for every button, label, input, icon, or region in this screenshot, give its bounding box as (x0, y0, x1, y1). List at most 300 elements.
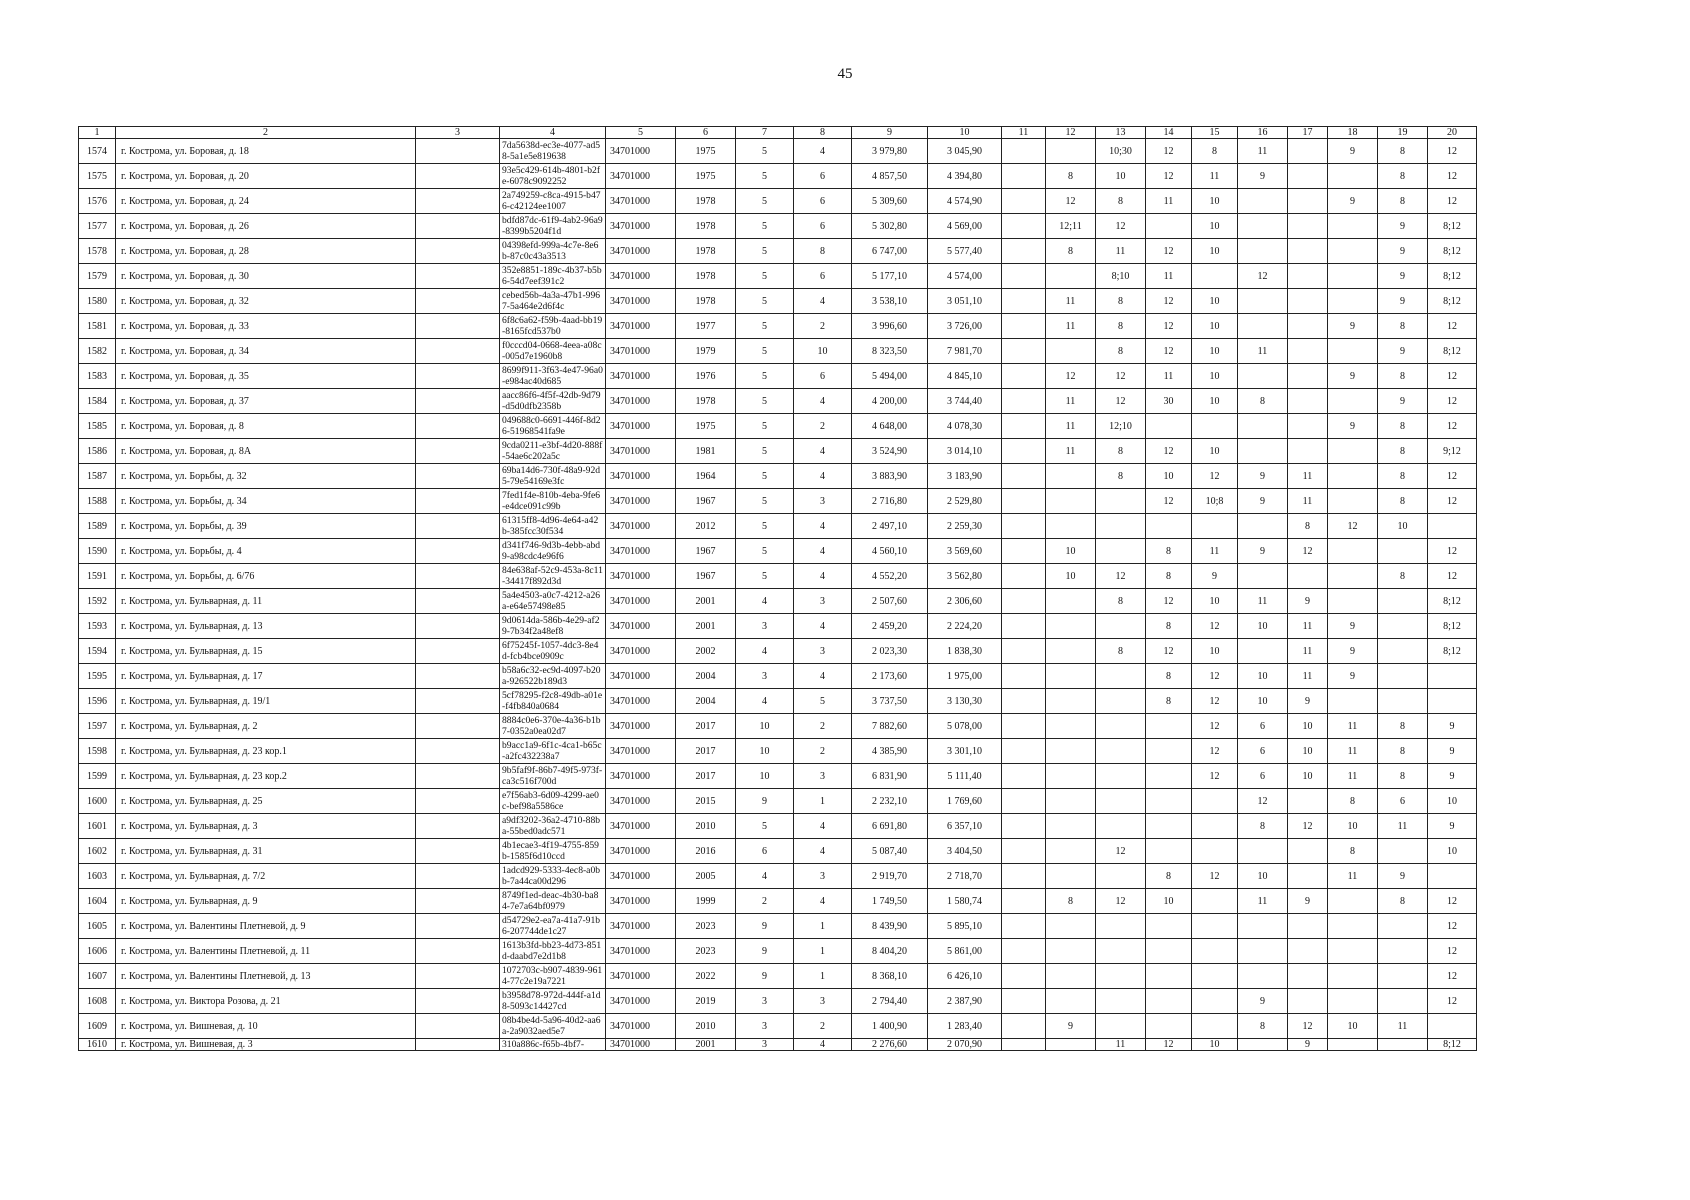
table-cell: 8 (1378, 889, 1428, 914)
table-cell: г. Кострома, ул. Боровая, д. 20 (116, 164, 416, 189)
table-cell: г. Кострома, ул. Бульварная, д. 13 (116, 614, 416, 639)
table-cell: 5 (736, 264, 794, 289)
table-cell (1046, 764, 1096, 789)
table-cell: 1967 (676, 564, 736, 589)
table-cell: 6f8c6a62-f59b-4aad-bb19-8165fcd537b0 (500, 314, 606, 339)
table-cell (1328, 889, 1378, 914)
table-cell: 10;30 (1096, 139, 1146, 164)
table-cell: 1588 (79, 489, 116, 514)
table-cell: 34701000 (606, 289, 676, 314)
table-cell (416, 889, 500, 914)
table-cell (1192, 964, 1238, 989)
table-cell: г. Кострома, ул. Боровая, д. 33 (116, 314, 416, 339)
table-cell: 1 749,50 (852, 889, 928, 914)
table-cell: 5 (794, 689, 852, 714)
table-cell (1002, 489, 1046, 514)
table-cell (1046, 839, 1096, 864)
table-cell (1002, 189, 1046, 214)
table-cell: 11 (1146, 364, 1192, 389)
table-cell: 352e8851-189c-4b37-b5b6-54d7eef391c2 (500, 264, 606, 289)
table-cell: 3 726,00 (928, 314, 1002, 339)
table-cell: 12 (1146, 489, 1192, 514)
table-cell: 10 (1192, 1039, 1238, 1051)
table-cell: 10 (1192, 289, 1238, 314)
table-cell (1146, 789, 1192, 814)
table-cell (416, 164, 500, 189)
table-cell: 2004 (676, 689, 736, 714)
table-cell: 9cda0211-e3bf-4d20-888f-54ae6c202a5c (500, 439, 606, 464)
table-cell: 11 (1046, 414, 1096, 439)
table-cell (1328, 1039, 1378, 1051)
table-cell: 10 (1096, 164, 1146, 189)
table-cell: 1603 (79, 864, 116, 889)
table-cell (1288, 164, 1328, 189)
table-cell: 4 (794, 289, 852, 314)
table-cell: 10 (794, 339, 852, 364)
table-cell (416, 189, 500, 214)
table-cell (1002, 939, 1046, 964)
table-cell: 1 769,60 (928, 789, 1002, 814)
table-cell: 10 (1146, 889, 1192, 914)
table-cell: aacc86f6-4f5f-42db-9d79-d5d0dfb2358b (500, 389, 606, 414)
table-cell (1378, 964, 1428, 989)
table-cell: 8 (1378, 564, 1428, 589)
table-cell: 9 (1378, 214, 1428, 239)
table-cell: 8;12 (1428, 614, 1477, 639)
table-cell: 1978 (676, 264, 736, 289)
table-cell: 5cf78295-f2c8-49db-a01e-f4fb840a0684 (500, 689, 606, 714)
table-cell: 1 400,90 (852, 1014, 928, 1039)
table-cell: 3 (736, 664, 794, 689)
table-cell: г. Кострома, ул. Бульварная, д. 17 (116, 664, 416, 689)
table-cell (1046, 464, 1096, 489)
table-cell: 3 051,10 (928, 289, 1002, 314)
column-header: 16 (1238, 127, 1288, 139)
table-row (79, 764, 1477, 789)
table-cell: г. Кострома, ул. Валентины Плетневой, д. 11 (116, 939, 416, 964)
table-cell: 11 (1288, 614, 1328, 639)
table-cell: 1978 (676, 214, 736, 239)
table-row (79, 989, 1477, 1014)
table-cell: 12 (1428, 964, 1477, 989)
table-cell: 1601 (79, 814, 116, 839)
table-cell: 2 497,10 (852, 514, 928, 539)
table-cell: 5 087,40 (852, 839, 928, 864)
table-cell: 34701000 (606, 789, 676, 814)
table-cell: 12 (1192, 714, 1238, 739)
table-cell: 1576 (79, 189, 116, 214)
table-cell: г. Кострома, ул. Боровая, д. 34 (116, 339, 416, 364)
table-row (79, 414, 1477, 439)
column-header: 17 (1288, 127, 1328, 139)
column-header: 1 (79, 127, 116, 139)
table-cell (1288, 864, 1328, 889)
table-cell: 34701000 (606, 439, 676, 464)
table-cell: 12 (1428, 564, 1477, 589)
table-row (79, 814, 1477, 839)
table-cell (1096, 539, 1146, 564)
table-header-row (79, 127, 1477, 139)
table-cell: 9 (1238, 539, 1288, 564)
table-cell: 2 070,90 (928, 1039, 1002, 1051)
table-cell: 12 (1192, 764, 1238, 789)
table-cell: 2015 (676, 789, 736, 814)
table-cell: 8 (794, 239, 852, 264)
table-cell (1096, 489, 1146, 514)
table-cell: 1976 (676, 364, 736, 389)
table-cell (1428, 1014, 1477, 1039)
table-cell: 1606 (79, 939, 116, 964)
table-cell: 2 306,60 (928, 589, 1002, 614)
table-cell: 1 (794, 789, 852, 814)
table-cell: 12 (1096, 214, 1146, 239)
table-cell (1096, 714, 1146, 739)
table-cell: 34701000 (606, 464, 676, 489)
table-cell: 9 (1288, 589, 1328, 614)
table-cell (1046, 339, 1096, 364)
table-cell: 7 981,70 (928, 339, 1002, 364)
table-cell: 3 014,10 (928, 439, 1002, 464)
table-cell: г. Кострома, ул. Бульварная, д. 15 (116, 639, 416, 664)
table-cell: 4 (794, 514, 852, 539)
table-cell: 6 (736, 839, 794, 864)
table-cell: b9acc1a9-6f1c-4ca1-b65c-a2fc432238a7 (500, 739, 606, 764)
table-cell: г. Кострома, ул. Вишневая, д. 10 (116, 1014, 416, 1039)
table-cell: 2 276,60 (852, 1039, 928, 1051)
table-cell: 10 (1192, 189, 1238, 214)
table-cell (1096, 514, 1146, 539)
table-cell: 1978 (676, 389, 736, 414)
table-cell: 9 (1378, 239, 1428, 264)
table-cell: 12 (1046, 364, 1096, 389)
table-cell: 34701000 (606, 814, 676, 839)
table-cell (1146, 1014, 1192, 1039)
table-cell: 3 (736, 614, 794, 639)
table-cell: 34701000 (606, 139, 676, 164)
table-cell (1002, 739, 1046, 764)
table-cell: 4 (794, 1039, 852, 1051)
table-cell: 4 (794, 564, 852, 589)
table-cell: 4 (794, 614, 852, 639)
table-cell: 9 (1046, 1014, 1096, 1039)
table-cell: 6 (794, 189, 852, 214)
table-cell (1192, 889, 1238, 914)
table-cell: 4 648,00 (852, 414, 928, 439)
table-cell: 1978 (676, 189, 736, 214)
table-cell: 2017 (676, 714, 736, 739)
table-cell: 6 (794, 214, 852, 239)
table-cell: 34701000 (606, 489, 676, 514)
table-cell (1288, 239, 1328, 264)
table-cell (1428, 664, 1477, 689)
table-cell: 5 577,40 (928, 239, 1002, 264)
table-cell: 12 (1146, 139, 1192, 164)
table-cell (1288, 964, 1328, 989)
table-cell: г. Кострома, ул. Вишневая, д. 3 (116, 1039, 416, 1051)
table-cell (1146, 514, 1192, 539)
table-cell: 34701000 (606, 414, 676, 439)
table-cell (416, 414, 500, 439)
table-cell: 4 560,10 (852, 539, 928, 564)
column-header: 8 (794, 127, 852, 139)
table-cell (1002, 614, 1046, 639)
table-cell (1046, 614, 1096, 639)
table-cell: 34701000 (606, 614, 676, 639)
table-cell: 8 (1238, 1014, 1288, 1039)
table-cell: г. Кострома, ул. Боровая, д. 32 (116, 289, 416, 314)
table-cell: 5 (736, 314, 794, 339)
table-cell (1002, 564, 1046, 589)
table-cell (1046, 1039, 1096, 1051)
table-cell: 8 (1096, 464, 1146, 489)
table-cell (1328, 564, 1378, 589)
table-cell (1328, 164, 1378, 189)
column-header: 18 (1328, 127, 1378, 139)
table-cell: 2001 (676, 614, 736, 639)
table-cell: 34701000 (606, 214, 676, 239)
table-cell: 4 (794, 139, 852, 164)
table-cell: 1605 (79, 914, 116, 939)
table-cell: 3 183,90 (928, 464, 1002, 489)
table-row (79, 164, 1477, 189)
table-cell: 12 (1146, 639, 1192, 664)
table-cell: 8;12 (1428, 639, 1477, 664)
table-cell: 8;12 (1428, 239, 1477, 264)
table-cell: 8 (1096, 589, 1146, 614)
table-cell: 12 (1192, 464, 1238, 489)
table-cell: 9 (1328, 189, 1378, 214)
table-cell (1192, 839, 1238, 864)
table-cell (1238, 914, 1288, 939)
table-cell: 8 (1378, 489, 1428, 514)
table-cell: 10 (1378, 514, 1428, 539)
table-cell: 12 (1096, 389, 1146, 414)
table-cell: 10 (1192, 314, 1238, 339)
table-cell: 8 (1378, 414, 1428, 439)
table-cell: 11 (1378, 1014, 1428, 1039)
table-cell (1002, 314, 1046, 339)
table-cell (1002, 764, 1046, 789)
table-cell: 6 691,80 (852, 814, 928, 839)
table-cell: 4 (736, 639, 794, 664)
table-cell (1288, 264, 1328, 289)
table-cell: 12 (1428, 489, 1477, 514)
table-cell: 8 439,90 (852, 914, 928, 939)
table-cell: 9d0614da-586b-4e29-af29-7b34f2a48ef8 (500, 614, 606, 639)
table-cell (416, 214, 500, 239)
table-cell: 12 (1428, 164, 1477, 189)
table-cell: 12 (1192, 739, 1238, 764)
table-cell (1046, 939, 1096, 964)
table-cell (1328, 439, 1378, 464)
table-cell (1238, 964, 1288, 989)
table-cell: 9 (1328, 664, 1378, 689)
table-cell: cebed56b-4a3a-47b1-9967-5a464e2d6f4c (500, 289, 606, 314)
table-cell: 5 (736, 364, 794, 389)
table-cell: 34701000 (606, 339, 676, 364)
table-cell (1046, 739, 1096, 764)
table-cell: 9 (1428, 764, 1477, 789)
table-cell: г. Кострома, ул. Борьбы, д. 6/76 (116, 564, 416, 589)
table-cell (1428, 864, 1477, 889)
table-cell: 4 (794, 439, 852, 464)
table-cell: 34701000 (606, 189, 676, 214)
table-cell: 12 (1428, 989, 1477, 1014)
table-cell: г. Кострома, ул. Бульварная, д. 19/1 (116, 689, 416, 714)
table-cell: 3 (736, 989, 794, 1014)
table-cell: 1583 (79, 364, 116, 389)
table-cell: г. Кострома, ул. Боровая, д. 24 (116, 189, 416, 214)
table-cell (1096, 739, 1146, 764)
table-cell (1146, 939, 1192, 964)
table-cell (1002, 464, 1046, 489)
table-cell: 1592 (79, 589, 116, 614)
table-cell: г. Кострома, ул. Боровая, д. 37 (116, 389, 416, 414)
table-cell: 6 (794, 164, 852, 189)
table-cell (1046, 814, 1096, 839)
table-cell: 8 (1046, 889, 1096, 914)
table-cell (1096, 664, 1146, 689)
table-cell: 8 (1096, 439, 1146, 464)
table-cell (416, 139, 500, 164)
table-cell: a9df3202-36a2-4710-88ba-55bed0adc571 (500, 814, 606, 839)
table-cell: 4 574,90 (928, 189, 1002, 214)
table-cell (1002, 139, 1046, 164)
table-cell: 4 (794, 889, 852, 914)
table-cell: 3 404,50 (928, 839, 1002, 864)
table-cell: 1 975,00 (928, 664, 1002, 689)
table-cell: 11 (1328, 764, 1378, 789)
table-cell: 12 (1046, 189, 1096, 214)
table-cell: 12 (1146, 589, 1192, 614)
table-cell: 10 (1046, 564, 1096, 589)
table-cell: 6 (1238, 764, 1288, 789)
table-cell: 5 (736, 514, 794, 539)
table-cell: 8 (1378, 764, 1428, 789)
table-cell: 11 (1238, 889, 1288, 914)
table-cell: 8 (1096, 314, 1146, 339)
table-cell: 10 (1328, 814, 1378, 839)
table-cell (1378, 939, 1428, 964)
table-cell: 1607 (79, 964, 116, 989)
table-cell: 34701000 (606, 714, 676, 739)
table-cell (1328, 489, 1378, 514)
table-cell (1378, 614, 1428, 639)
table-cell: 2012 (676, 514, 736, 539)
table-cell: 1582 (79, 339, 116, 364)
table-cell (1238, 439, 1288, 464)
table-cell: 2005 (676, 864, 736, 889)
table-cell: 4 (736, 864, 794, 889)
table-cell (1002, 689, 1046, 714)
table-cell: 11 (1192, 164, 1238, 189)
table-cell (1328, 989, 1378, 1014)
table-cell: 12 (1146, 289, 1192, 314)
table-cell: 2 459,20 (852, 614, 928, 639)
table-row (79, 314, 1477, 339)
page-number: 45 (837, 66, 853, 82)
table-cell (416, 839, 500, 864)
table-cell: 9 (1378, 264, 1428, 289)
table-cell: 34701000 (606, 589, 676, 614)
table-cell: 2 232,10 (852, 789, 928, 814)
table-cell: 34701000 (606, 839, 676, 864)
table-row (79, 289, 1477, 314)
table-cell: 12 (1146, 339, 1192, 364)
table-cell: 2 023,30 (852, 639, 928, 664)
column-header: 5 (606, 127, 676, 139)
column-header: 13 (1096, 127, 1146, 139)
table-cell (1046, 264, 1096, 289)
table-cell: 11 (1046, 289, 1096, 314)
table-cell: 5 (736, 539, 794, 564)
table-cell: 12 (1192, 614, 1238, 639)
table-row (79, 614, 1477, 639)
table-cell (1146, 989, 1192, 1014)
table-cell: 4 (794, 389, 852, 414)
table-cell: 3 (794, 864, 852, 889)
table-cell: 9 (1328, 639, 1378, 664)
table-cell: 11 (1288, 464, 1328, 489)
table-cell (1002, 439, 1046, 464)
table-cell (416, 639, 500, 664)
table-cell: 5 309,60 (852, 189, 928, 214)
table-cell: 5 078,00 (928, 714, 1002, 739)
table-cell: 11 (1046, 439, 1096, 464)
table-cell: 12 (1146, 314, 1192, 339)
table-cell: 1577 (79, 214, 116, 239)
table-cell: 5 (736, 439, 794, 464)
table-cell: 3 979,80 (852, 139, 928, 164)
table-cell: 12 (1428, 939, 1477, 964)
table-cell (1192, 989, 1238, 1014)
table-cell: г. Кострома, ул. Валентины Плетневой, д. 13 (116, 964, 416, 989)
table-cell: 5 (736, 414, 794, 439)
table-cell: г. Кострома, ул. Боровая, д. 30 (116, 264, 416, 289)
table-row (79, 914, 1477, 939)
table-cell: 11 (1288, 489, 1328, 514)
table-cell: 2 (794, 314, 852, 339)
table-cell: 1999 (676, 889, 736, 914)
table-cell: 3 883,90 (852, 464, 928, 489)
table-cell: 1072703c-b907-4839-9614-77c2e19a7221 (500, 964, 606, 989)
table-cell: 12 (1288, 1014, 1328, 1039)
column-header: 4 (500, 127, 606, 139)
table-cell (1238, 839, 1288, 864)
table-cell: 8 (1378, 464, 1428, 489)
table-cell (1288, 214, 1328, 239)
table-cell: 7 882,60 (852, 714, 928, 739)
table-cell (1288, 789, 1328, 814)
table-cell: 8;12 (1428, 1039, 1477, 1051)
table-cell: г. Кострома, ул. Боровая, д. 8А (116, 439, 416, 464)
table-cell: 8 (1146, 539, 1192, 564)
table-cell (416, 239, 500, 264)
table-cell (416, 489, 500, 514)
table-cell: 1591 (79, 564, 116, 589)
table-cell: 12 (1428, 314, 1477, 339)
table-cell (1192, 914, 1238, 939)
table-cell (1192, 514, 1238, 539)
table-cell (1378, 914, 1428, 939)
table-cell: 1596 (79, 689, 116, 714)
table-cell (1046, 489, 1096, 514)
table-cell: 7fed1f4e-810b-4eba-9fe6-e4dce091c99b (500, 489, 606, 514)
table-cell: 2 (794, 1014, 852, 1039)
table-cell: 5 111,40 (928, 764, 1002, 789)
table-cell: 12 (1428, 189, 1477, 214)
table-cell: 34701000 (606, 889, 676, 914)
